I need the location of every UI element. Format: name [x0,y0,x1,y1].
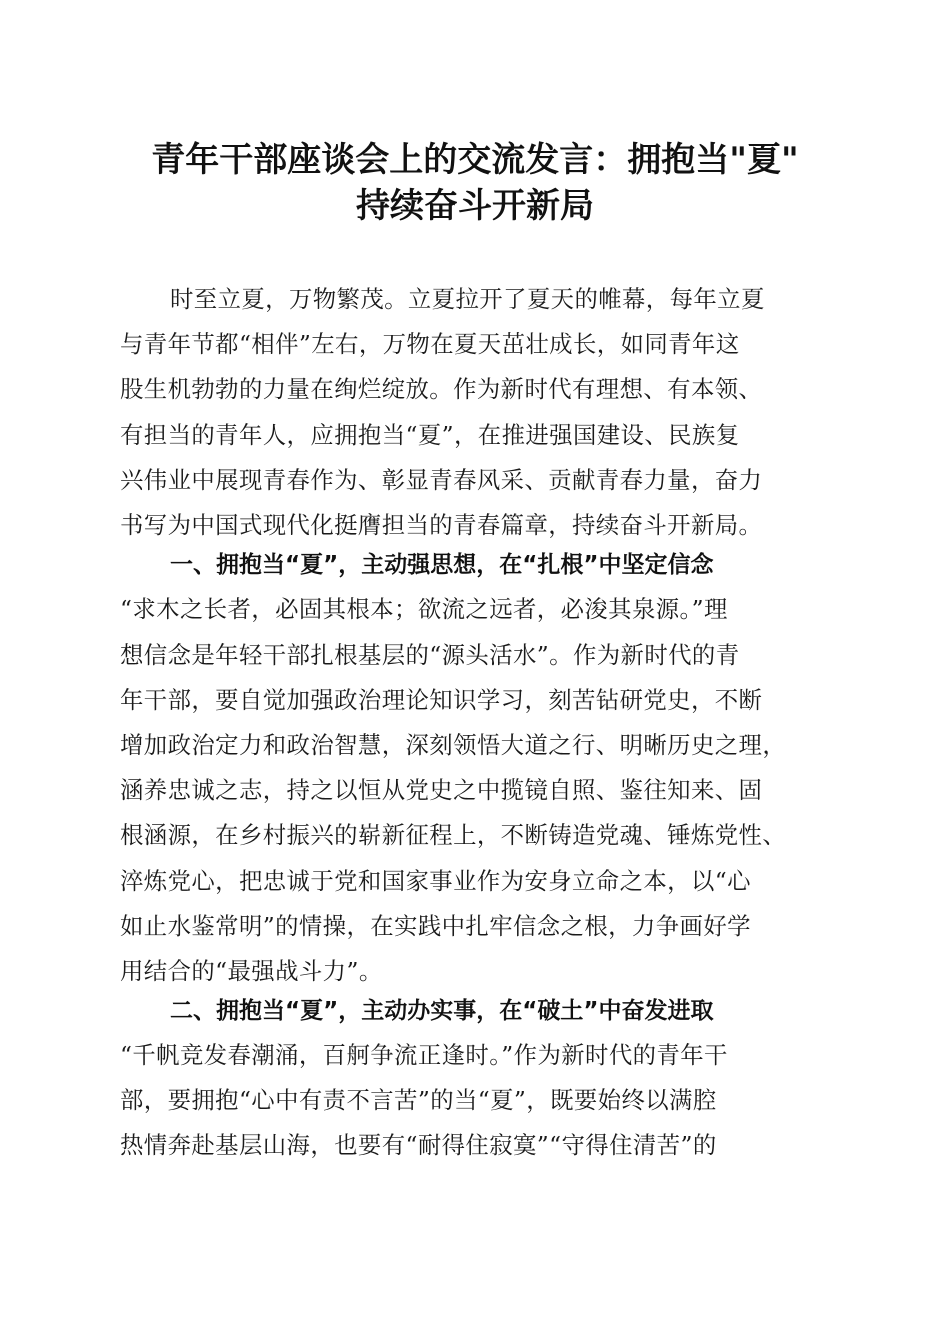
intro-line: 时至立夏，万物繁茂。立夏拉开了夏天的帷幕，每年立夏 [170,285,765,313]
intro-line: 书写为中国式现代化挺膺担当的青春篇章，持续奋斗开新局。 [120,511,763,539]
section-2-line: “千帆竞发春潮涌，百舸争流正逢时。”作为新时代的青年干 [120,1041,728,1069]
section-1-heading: 一、拥抱当“夏”，主动强思想，在“扎根”中坚定信念 [170,552,714,578]
section-2-heading: 二、拥抱当“夏”，主动办实事，在“破土”中奋发进取 [170,998,714,1024]
intro-line: 兴伟业中展现青春作为、彰显青春风采、贡献青春力量，奋力 [120,466,763,494]
intro-line: 有担当的青年人，应拥抱当“夏”，在推进强国建设、民族复 [120,421,740,449]
section-1-line: 想信念是年轻干部扎根基层的“源头活水”。作为新时代的青 [120,641,740,669]
section-1-line: 涵养忠诚之志，持之以恒从党史之中揽镜自照、鉴往知来、固 [120,776,763,804]
section-1-line: 根涵源，在乡村振兴的崭新征程上，不断铸造党魂、锤炼党性、 [120,821,787,849]
section-1-line: 增加政治定力和政治智慧，深刻领悟大道之行、明晰历史之理， [120,731,787,759]
document-title-line-2: 持续奋斗开新局 [356,186,594,226]
document-title-line-1: 青年干部座谈会上的交流发言：拥抱当"夏" [151,140,799,180]
section-1-line: “求木之长者，必固其根本；欲流之远者，必浚其泉源。”理 [120,595,728,623]
intro-line: 股生机勃勃的力量在绚烂绽放。作为新时代有理想、有本领、 [120,375,763,403]
section-1-line: 淬炼党心，把忠诚于党和国家事业作为安身立命之本，以“心 [120,867,751,895]
section-2-line: 热情奔赴基层山海，也要有“耐得住寂寞”“守得住清苦”的 [120,1131,717,1159]
section-1-line: 用结合的“最强战斗力”。 [120,957,383,985]
section-1-line: 年干部，要自觉加强政治理论知识学习，刻苦钻研党史，不断 [120,686,763,714]
section-2-line: 部，要拥抱“心中有责不言苦”的当“夏”，既要始终以满腔 [120,1086,717,1114]
intro-line: 与青年节都“相伴”左右，万物在夏天茁壮成长，如同青年这 [120,330,740,358]
section-1-line: 如止水鉴常明”的情操，在实践中扎牢信念之根，力争画好学 [120,912,751,940]
